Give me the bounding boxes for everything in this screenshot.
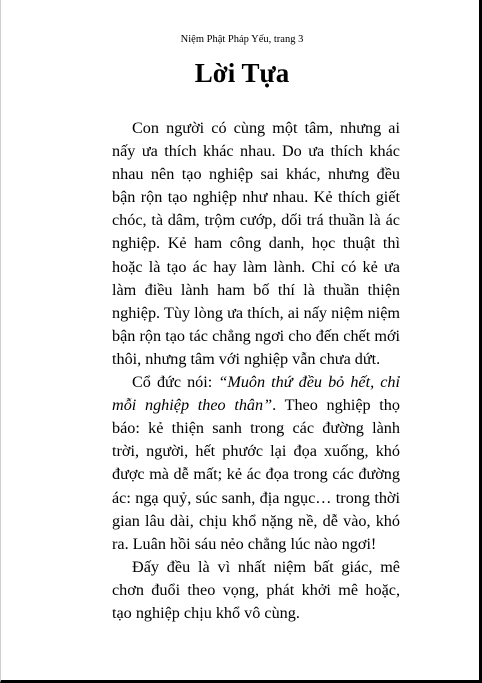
paragraph-2-lead: Cổ đức nói:: [132, 373, 219, 392]
paragraph-2-quote: “Muôn thứ đều bỏ hết, chỉ mỗi nghiệp theo thân”: [112, 373, 400, 415]
paragraph-1: Con người có cùng một tâm, nhưng ai nấy ưa thích khác nhau. Do ưa thích khác nhau nên tạo nghiệp sai khác, nhưng đều bận rộn tạo nghiệp như nhau. Kẻ thích giết chóc, tà dâm, trộm cướp, dối trá thuần là ác nghiệp. Kẻ ham công danh, học thuật thì hoặc là tạo ác hay làm lành. Chỉ có kẻ ưa làm điều lành ham bố thí là thuần thiện nghiệp. Tùy lòng ưa thích, ai nấy niệm niệm bận rộn tạo tác chẳng ngơi cho đến chết mới thôi, nhưng tâm với nghiệp vẫn chưa dứt.: [112, 119, 400, 368]
paragraph-3: Đấy đều là vì nhất niệm bất giác, mê chơn đuổi theo vọng, phát khởi mê hoặc, tạo nghiệp chịu khổ vô cùng.: [112, 557, 400, 622]
paragraph-2-rest: . Theo nghiệp thọ báo: kẻ thiện sanh trong các đường lành trời, người, hết phước lại đọa xuống, khó được mà dễ mất; kẻ ác đọa trong các đường ác: ngạ quỷ, súc sanh, địa ngục… trong thời gian lâu dài, chịu khổ nặng nề, dễ vào, khó ra. Luân hồi sáu nẻo chẳng lúc nào ngơi!: [112, 396, 400, 553]
running-header: Niệm Phật Pháp Yếu, trang 3: [180, 34, 304, 45]
page-title: Lời Tựa: [194, 58, 290, 88]
paragraph-2: [112, 371, 400, 556]
body-text: [112, 117, 400, 625]
